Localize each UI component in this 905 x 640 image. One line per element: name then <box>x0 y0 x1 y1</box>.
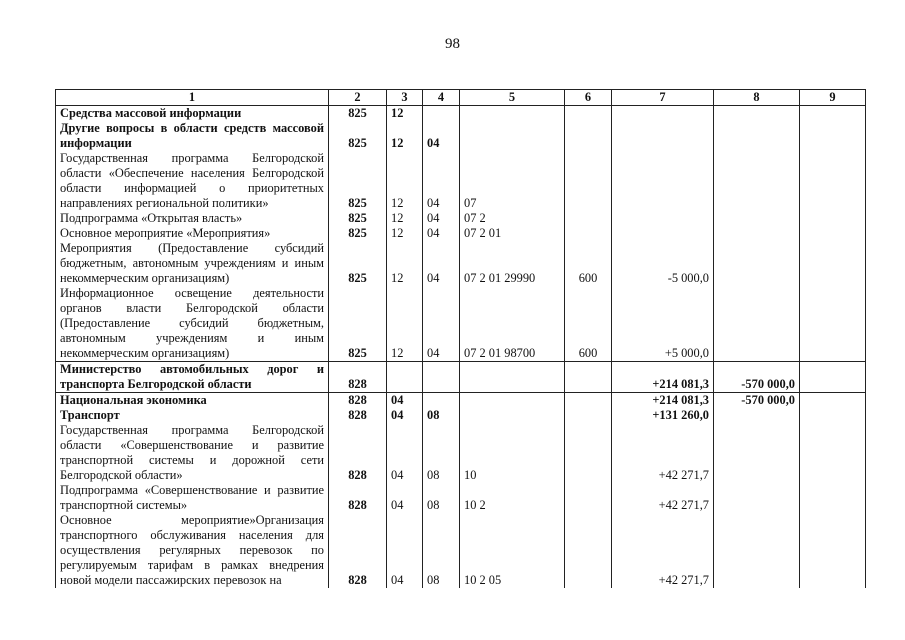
table-row <box>56 286 866 362</box>
table-row <box>56 423 866 483</box>
table-row <box>56 106 866 122</box>
cell-c6: 600 <box>565 286 612 362</box>
cell-c8 <box>714 106 800 122</box>
table-row <box>56 513 866 588</box>
cell-c2: 825 <box>329 211 387 226</box>
column-header: 2 <box>329 90 387 106</box>
row-name-cell: Государственная программа Белгородской области «Совершенствование и развитие транспортной системы и дорожной сети Белгородской области» <box>56 423 329 483</box>
row-name-cell: Подпрограмма «Открытая власть» <box>56 211 329 226</box>
cell-c8 <box>714 226 800 241</box>
cell-c8 <box>714 121 800 151</box>
column-header: 1 <box>56 90 329 106</box>
cell-c7: +42 271,7 <box>612 423 714 483</box>
cell-c4: 04 <box>423 211 460 226</box>
cell-c6 <box>565 211 612 226</box>
cell-c4 <box>423 362 460 393</box>
cell-c8 <box>714 211 800 226</box>
cell-c5 <box>460 121 565 151</box>
cell-c8: -570 000,0 <box>714 362 800 393</box>
cell-c3: 12 <box>387 286 423 362</box>
cell-c6 <box>565 513 612 588</box>
budget-table <box>55 89 866 588</box>
cell-c9 <box>800 106 866 122</box>
cell-c6 <box>565 393 612 409</box>
cell-c2: 828 <box>329 513 387 588</box>
cell-c7 <box>612 211 714 226</box>
table-row <box>56 211 866 226</box>
table-row <box>56 393 866 409</box>
cell-c2: 828 <box>329 393 387 409</box>
cell-c5 <box>460 106 565 122</box>
row-name-cell: Мероприятия (Предоставление субсидий бюджетным, автономным учреждениям и иным некоммерческим организациям) <box>56 241 329 286</box>
row-name-cell: Информационное освещение деятельности органов власти Белгородской области (Предоставление субсидий бюджетным, автономным учреждениям и иным некоммерческим организациям) <box>56 286 329 362</box>
row-name-cell: Средства массовой информации <box>56 106 329 122</box>
cell-c7: +131 260,0 <box>612 408 714 423</box>
row-name-cell: Транспорт <box>56 408 329 423</box>
cell-c8 <box>714 423 800 483</box>
cell-c9 <box>800 286 866 362</box>
column-header: 3 <box>387 90 423 106</box>
header-row <box>56 90 866 106</box>
cell-c7: +42 271,7 <box>612 513 714 588</box>
cell-c7: +214 081,3 <box>612 393 714 409</box>
table-row <box>56 241 866 286</box>
column-header: 6 <box>565 90 612 106</box>
column-header: 5 <box>460 90 565 106</box>
cell-c2: 825 <box>329 151 387 211</box>
cell-c9 <box>800 226 866 241</box>
column-header: 9 <box>800 90 866 106</box>
cell-c9 <box>800 513 866 588</box>
column-header: 7 <box>612 90 714 106</box>
cell-c9 <box>800 121 866 151</box>
cell-c7 <box>612 121 714 151</box>
cell-c3: 04 <box>387 408 423 423</box>
cell-c9 <box>800 408 866 423</box>
row-name-cell: Национальная экономика <box>56 393 329 409</box>
cell-c6 <box>565 423 612 483</box>
cell-c7 <box>612 226 714 241</box>
cell-c5: 10 2 <box>460 483 565 513</box>
table-body <box>56 106 866 589</box>
cell-c7 <box>612 151 714 211</box>
cell-c3: 04 <box>387 393 423 409</box>
cell-c7: +42 271,7 <box>612 483 714 513</box>
cell-c5 <box>460 393 565 409</box>
cell-c4: 08 <box>423 423 460 483</box>
table-row <box>56 121 866 151</box>
cell-c9 <box>800 211 866 226</box>
cell-c9 <box>800 483 866 513</box>
cell-c3: 12 <box>387 106 423 122</box>
cell-c2: 825 <box>329 106 387 122</box>
cell-c5: 10 <box>460 423 565 483</box>
cell-c9 <box>800 423 866 483</box>
cell-c7: -5 000,0 <box>612 241 714 286</box>
table-row <box>56 483 866 513</box>
cell-c3: 04 <box>387 483 423 513</box>
cell-c3 <box>387 362 423 393</box>
cell-c5: 07 2 01 29990 <box>460 241 565 286</box>
table-row <box>56 226 866 241</box>
row-name-cell: Государственная программа Белгородской области «Обеспечение населения Белгородской области информацией о приоритетных направлениях региональной политики» <box>56 151 329 211</box>
column-header: 4 <box>423 90 460 106</box>
cell-c9 <box>800 241 866 286</box>
cell-c8 <box>714 151 800 211</box>
cell-c6 <box>565 483 612 513</box>
cell-c6: 600 <box>565 241 612 286</box>
cell-c5: 10 2 05 <box>460 513 565 588</box>
cell-c2: 825 <box>329 226 387 241</box>
cell-c8 <box>714 483 800 513</box>
cell-c2: 828 <box>329 483 387 513</box>
cell-c3: 12 <box>387 241 423 286</box>
row-name-cell: Другие вопросы в области средств массовой информации <box>56 121 329 151</box>
cell-c6 <box>565 106 612 122</box>
cell-c8: -570 000,0 <box>714 393 800 409</box>
cell-c4: 08 <box>423 483 460 513</box>
cell-c9 <box>800 362 866 393</box>
row-name-cell: Подпрограмма «Совершенствование и развитие транспортной системы» <box>56 483 329 513</box>
cell-c6 <box>565 362 612 393</box>
page-number: 98 <box>445 36 460 52</box>
row-name-cell: Основное мероприятие»Организация транспортного обслуживания населения для осуществления регулярных перевозок по регулируемым тарифам в рамках внедрения новой модели пассажирских перевозок на <box>56 513 329 588</box>
cell-c3: 12 <box>387 121 423 151</box>
table-row <box>56 408 866 423</box>
cell-c4 <box>423 106 460 122</box>
cell-c3: 04 <box>387 423 423 483</box>
cell-c4: 08 <box>423 408 460 423</box>
cell-c2: 828 <box>329 408 387 423</box>
cell-c3: 12 <box>387 226 423 241</box>
cell-c5: 07 2 01 98700 <box>460 286 565 362</box>
cell-c5 <box>460 408 565 423</box>
column-header: 8 <box>714 90 800 106</box>
cell-c8 <box>714 241 800 286</box>
cell-c6 <box>565 151 612 211</box>
cell-c3: 04 <box>387 513 423 588</box>
cell-c2: 828 <box>329 423 387 483</box>
cell-c8 <box>714 286 800 362</box>
cell-c2: 828 <box>329 362 387 393</box>
table-row <box>56 362 866 393</box>
cell-c6 <box>565 121 612 151</box>
cell-c6 <box>565 226 612 241</box>
cell-c4: 04 <box>423 226 460 241</box>
cell-c2: 825 <box>329 286 387 362</box>
cell-c8 <box>714 513 800 588</box>
row-name-cell: Основное мероприятие «Мероприятия» <box>56 226 329 241</box>
cell-c4: 04 <box>423 121 460 151</box>
cell-c4: 04 <box>423 286 460 362</box>
cell-c7: +214 081,3 <box>612 362 714 393</box>
cell-c2: 825 <box>329 241 387 286</box>
cell-c3: 12 <box>387 151 423 211</box>
cell-c2: 825 <box>329 121 387 151</box>
cell-c4: 08 <box>423 513 460 588</box>
row-name-cell: Министерство автомобильных дорог и транспорта Белгородской области <box>56 362 329 393</box>
cell-c5: 07 2 <box>460 211 565 226</box>
table-row <box>56 151 866 211</box>
cell-c7: +5 000,0 <box>612 286 714 362</box>
cell-c4: 04 <box>423 151 460 211</box>
cell-c5 <box>460 362 565 393</box>
cell-c4: 04 <box>423 241 460 286</box>
cell-c5: 07 <box>460 151 565 211</box>
cell-c6 <box>565 408 612 423</box>
cell-c3: 12 <box>387 211 423 226</box>
cell-c7 <box>612 106 714 122</box>
cell-c5: 07 2 01 <box>460 226 565 241</box>
cell-c9 <box>800 393 866 409</box>
cell-c4 <box>423 393 460 409</box>
cell-c9 <box>800 151 866 211</box>
cell-c8 <box>714 408 800 423</box>
